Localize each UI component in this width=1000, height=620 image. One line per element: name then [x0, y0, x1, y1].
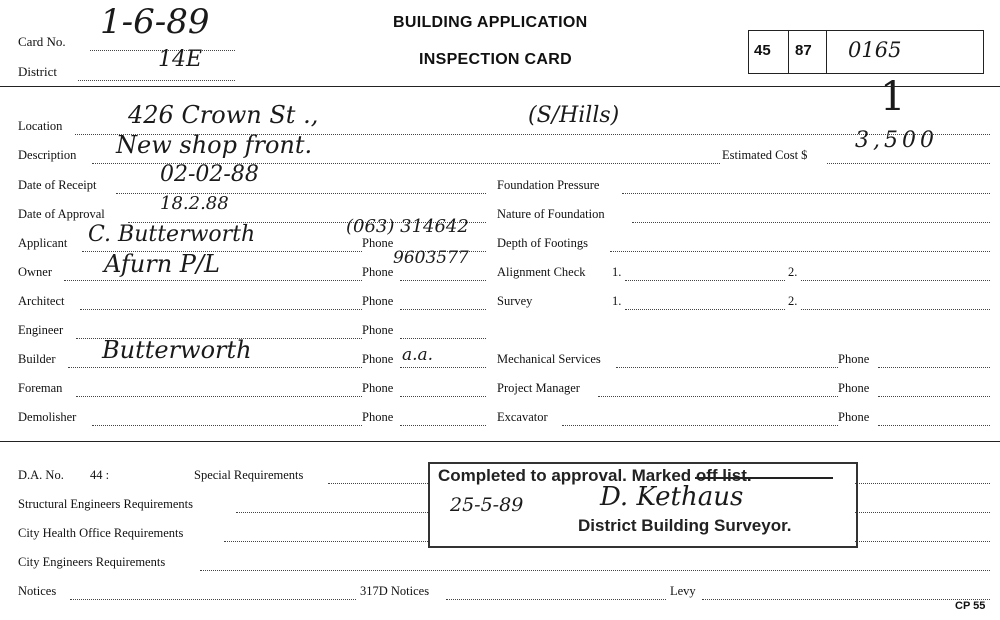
- demolisher-label: Demolisher: [18, 410, 77, 424]
- owner-phone-label: Phone: [362, 265, 394, 279]
- title-inspection-card: INSPECTION CARD: [419, 51, 572, 68]
- architect-label: Architect: [18, 294, 65, 308]
- nature-of-foundation-label: Nature of Foundation: [497, 207, 605, 221]
- district-label: District: [18, 64, 57, 79]
- da-no-label: D.A. No.: [18, 468, 64, 482]
- district-value: 14E: [158, 47, 203, 72]
- project-manager-phone-label: Phone: [838, 381, 870, 395]
- city-engineers-requirements-label: City Engineers Requirements: [18, 555, 166, 569]
- excavator-label: Excavator: [497, 410, 548, 424]
- alignment-check-2: 2.: [788, 265, 798, 279]
- mechanical-services-label: Mechanical Services: [497, 352, 601, 366]
- da-no-value: 44 :: [90, 468, 110, 482]
- depth-of-footings-label: Depth of Footings: [497, 236, 588, 250]
- architect-phone-label: Phone: [362, 294, 394, 308]
- location-label: Location: [18, 119, 63, 133]
- form-code: CP 55: [955, 600, 986, 612]
- ref-box-1: 45: [754, 42, 771, 59]
- ref-box-3: 0165: [848, 38, 902, 62]
- applicant-value: C. Butterworth: [88, 222, 256, 247]
- excavator-phone-label: Phone: [838, 410, 870, 424]
- stamp-date: 25-5-89: [450, 494, 524, 516]
- alignment-check-1: 1.: [612, 265, 622, 279]
- description-value: New shop front.: [116, 131, 313, 159]
- estimated-cost-value: 3,500: [855, 128, 938, 153]
- stamp-line1: Completed to approval. Marked off list.: [438, 466, 752, 485]
- card-no-value: 1-6-89: [100, 2, 210, 42]
- section-rule: [0, 441, 1000, 442]
- location-note: (S/Hills): [528, 103, 620, 128]
- health-requirements-label: City Health Office Requirements: [18, 526, 184, 540]
- stamp-line2: District Building Surveyor.: [578, 516, 792, 535]
- stamp-signature: D. Kethaus: [600, 482, 744, 512]
- card-no-label: Card No.: [18, 34, 66, 49]
- date-of-approval-label: Date of Approval: [18, 207, 105, 221]
- engineer-label: Engineer: [18, 323, 64, 337]
- ref-extra: 1: [880, 74, 906, 120]
- survey-2: 2.: [788, 294, 798, 308]
- engineer-phone-label: Phone: [362, 323, 394, 337]
- date-of-receipt-label: Date of Receipt: [18, 178, 97, 192]
- location-value: 426 Crown St .,: [128, 101, 319, 129]
- builder-phone-label: Phone: [362, 352, 394, 366]
- foreman-label: Foreman: [18, 381, 63, 395]
- applicant-phone-label: Phone: [362, 236, 394, 250]
- foreman-phone-label: Phone: [362, 381, 394, 395]
- applicant-label: Applicant: [18, 236, 68, 250]
- foundation-pressure-label: Foundation Pressure: [497, 178, 600, 192]
- demolisher-phone-label: Phone: [362, 410, 394, 424]
- builder-value: Butterworth: [102, 336, 252, 364]
- special-requirements-label: Special Requirements: [194, 468, 304, 482]
- owner-label: Owner: [18, 265, 53, 279]
- date-of-receipt-value: 02-02-88: [160, 162, 259, 187]
- stamp-strike: [695, 477, 833, 479]
- district-line: [78, 80, 235, 81]
- applicant-phone-value: (063) 314642: [346, 216, 469, 237]
- date-of-approval-value: 18.2.88: [160, 193, 229, 214]
- alignment-check-label: Alignment Check: [497, 265, 586, 279]
- structural-requirements-label: Structural Engineers Requirements: [18, 497, 193, 511]
- survey-label: Survey: [497, 294, 533, 308]
- owner-value: Afurn P/L: [104, 250, 220, 278]
- ref-box-2: 87: [795, 42, 812, 59]
- levy-label: Levy: [670, 584, 696, 598]
- title-building-application: BUILDING APPLICATION: [393, 14, 588, 31]
- builder-phone-value: a.a.: [402, 345, 434, 365]
- survey-1: 1.: [612, 294, 622, 308]
- builder-label: Builder: [18, 352, 56, 366]
- notices-label: Notices: [18, 584, 57, 598]
- mechanical-services-phone-label: Phone: [838, 352, 870, 366]
- description-label: Description: [18, 148, 77, 162]
- header-rule: [0, 86, 1000, 87]
- estimated-cost-label: Estimated Cost $: [722, 148, 808, 162]
- 317d-notices-label: 317D Notices: [360, 584, 430, 598]
- owner-phone-value: 9603577: [393, 248, 469, 268]
- project-manager-label: Project Manager: [497, 381, 580, 395]
